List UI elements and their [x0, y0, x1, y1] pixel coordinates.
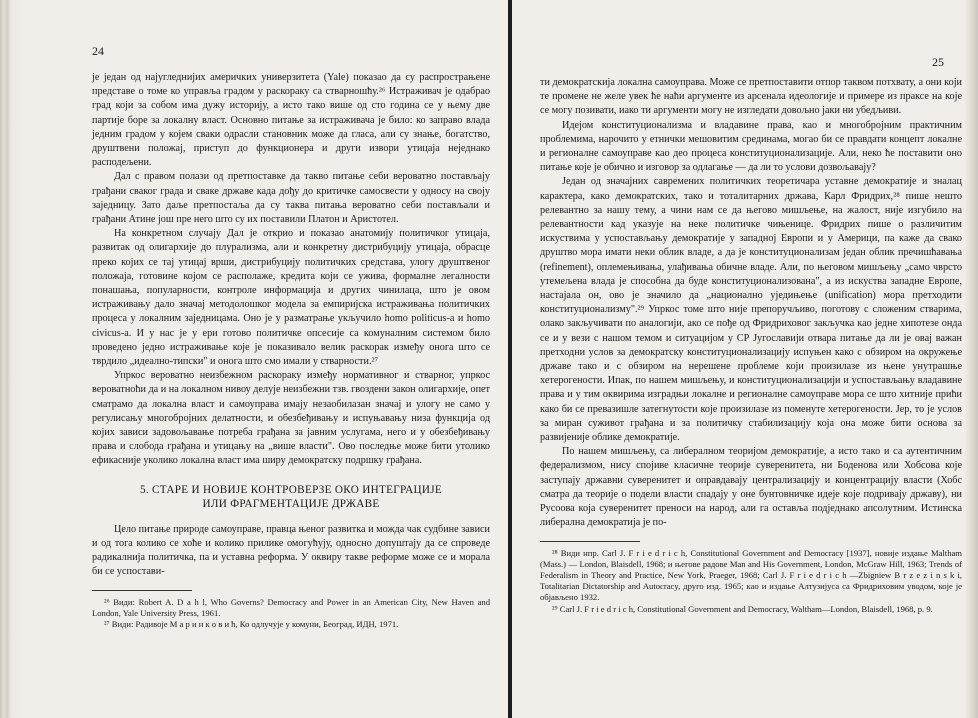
right-footnotes [540, 548, 962, 615]
footnote: ²⁸ Види нпр. Carl J. F r i e d r i c h, Constitutional Government and Democracy [1937], новије издање Maltham (Mass.) — London, Blaisdell, 1968; и његове радове Man and His Government, London, McGraw Hill, 1963; Trends of Federalism in Theory and Practice, New York, Praeger, 1968; Carl J. F r i e d r i c h —Zbigniew B r z e z i n s k i, Totalitarian Dictatorship and Autocracy, друго изд. 1965; као и издање Алтузијуса са Фридриховим уводом, које је објављено 1932. [540, 547, 962, 603]
page-number-right: 25 [932, 55, 944, 69]
footnote: ²⁷ Види: Радивоје М а р и н к о в и ћ, Ко одлучује у комуни, Београд, ИДН, 1971. [104, 618, 399, 629]
section-heading-line1: 5. СТАРЕ И НОВИЈЕ КОНТРОВЕРЗЕ ОКО ИНТЕГРАЦИЈЕ [139, 483, 443, 496]
paragraph: ти демократскија локална самоуправа. Може се претпоставити отпор таквом потхвату, а они који те промене не желе увек ће наћи аргументе из арсенала идеологије и примере из праксе на које се могу позивати, иако ти аргументи могу не изгледати довољно јаки ни убедљиви. [540, 77, 962, 117]
page-number-left: 24 [92, 44, 104, 58]
paragraph: По нашем мишљењу, са либералном теоријом демократије, а исто тако и са аутентичним федерализмом, нису спојиве класичне теорије суверенитета, ни Боденова или Хобсова које заступају државни суверенитет и оправдавају централизацију и концентрацију власти (Хобс сматра да теорије о подели власти спадају у оне бунтовничке идеје које подривају државу), ни Русоова која суверенитет преноси на народ, али га оставља подједнако апсолутним. Истинска либерална демократија је по- [540, 446, 962, 529]
section-heading [92, 483, 490, 511]
paragraph: На конкретном случају Дал је открио и показао анатомију политичког утицаја, развитак од олигархије до плурализма, али и конкретну дистрибуцију утицаја, обрасце преко којих се тај утицај врши, дистрибуцију политичких средстава, улогу друштвеног положаја, готовине којом се располаже, кредита који се ужива, формалне легалности понашања, популарности, контроле информација и других чинилаца, што је овом истраживању дало значај методолошког модела за емпиријска истраживања политичких процеса у локалним заједницама. Оно је у разматрање укључило homo politicus-а и homo civicus-а. И у нас је у ери готово политичке опсесије са комуналним системом било проведено једно истраживање које је показивало велик раскорак између онога што се тврдило „идеално-типски" и онога што смо имали у стварности.²⁷ [92, 228, 490, 368]
paragraph: је један од најугледнијих америчких универзитета (Yale) показао да су распрострањене представе о томе ко управља градом у раскораку са стварношћу.²⁶ Истраживач је одабрао град који за собом има дужу историју, а исто тако више од сто година се у њему две партије боре за локалну власт. Основно питање за истраживача је било: ко заправо влада једним градом у којем сваки одрасли становник може да гласа, али су знање, богатство, друштвени положај, приступ до функционера и други извори утицаја неједнако расподељени. [92, 72, 490, 169]
left-footnotes [92, 597, 490, 631]
footnote: ²⁹ Carl J. F r i e d r i c h, Constitutional Government and Democracy, Waltham—London, Blaisdell, 1968, p. 9. [552, 603, 933, 614]
footnote-rule [92, 590, 192, 591]
paragraph: Дал с правом полази од претпоставке да такво питање себи вероватно постављају грађани сваког града и сваке државе када дођу до критичке самосвести у односу на своју заједницу. Зато даље претпостаља да су таква питања вероватно себи постављали и грађани Атине још пре него што су их поставили Платон и Аристотел. [92, 171, 490, 226]
paragraph: Идејом конституционализма и владавине права, као и многобројним практичним проблемима, нарочито у етнички мешовитим срединама, могао би се правдати концепт локалне и регионалне самоуправе као део процеса конституционализације. Али, неко ће поставити оно питање које је обично и изговор за одлагање — да ли то услови дозвољавају? [540, 119, 962, 174]
footnote-rule [540, 541, 640, 542]
paragraph: Цело питање природе самоуправе, правца њеног развитка и можда чак судбине зависи и од тога колико се хоће и колико прилике омогућују, односно допуштају да се спроведе радикалнија политичка, па и уставна реформа. У оквиру такве реформе може се и морала би се успостави- [92, 523, 490, 578]
paragraph: Упркос вероватно неизбежном раскораку између нормативног и стварног, упркос вероватноћи да и на локалном нивоу делује неизбежни тзв. гвоздени закон олигархије, опет сматрамо да локална власт и самоуправа имају незаобилазан значај и улогу не само у регулисању многобројних делатности, и обезбеђивању и испуњавању низа функција од којих зависи задовољавање потреба грађана за јавним услугама, него и у обезбеђивању права и слобода грађана и утицању на „више власти". Ово последње може бити утолико ефикасније уколико локална власт има ширу демократску подршку грађана. [92, 370, 490, 467]
paragraph: Један од значајних савремених политичких теоретичара уставне демократије и зналац карактера, како демократских, тако и тоталитарних држава, Карл Фридрих,²⁸ пише нешто релевантно за нашу тему, а чини нам се да његово мишљење, на жалост, није изгубило на релевантности кад указује на неке политичке чињенице. Фридрих пише о различитим искуствима у успостављању демократије у западној Европи и у Америци, па каже да свако друштво мора имати неки облик владе, а да је конституционализам један облик пречишћавања (refinement), оплемењивања, улађивања обичне владе. Али, по његовом мишљењу „само чврсто утемељена влада је способна да буде конституционализована", а из искуства западне Европе, настаjала он, ово је значило да „национално уједињење (unification) мора претходити конституционализму".²⁹ Упркос томе што није препоручљиво, поготову с сложеним стварима, олако закључивати по аналогији, ако се пође од Фридриховог закључка као једне хипотезе онда се и у вези с нашом темом и ситуацијом у СР Југославији отвара питање да ли је овај важан претходни услов за демократску конституционализацију испуњен како с обзиром на окружење државе тако и с обзиром на нерешене проблеме који произилазе из њене унутрашње хетерогености. Ипак, по нашем мишљењу, и конституционализацији и успостављању владавине права и у тим оквирима изградњи локалне и регионалне самоуправе мора се што хитније прићи како би се превазишле затегнутости које произилазе из поменуте хетерогености. Јер, то је услов за миран суживот грађана и за политичку стабилизацију која она може бити основа за развијеније облике демократије. [540, 176, 962, 444]
section-heading-line2: ИЛИ ФРАГМЕНТАЦИЈЕ ДРЖАВЕ [202, 497, 380, 510]
right-page-body [540, 76, 962, 531]
right-page [512, 0, 978, 718]
footnote: ²⁶ Види: Robert A. D a h l, Who Governs? Democracy and Power in an American City, New Haven and London, Yale University Press, 1961. [92, 596, 490, 618]
left-page-body [92, 71, 490, 580]
